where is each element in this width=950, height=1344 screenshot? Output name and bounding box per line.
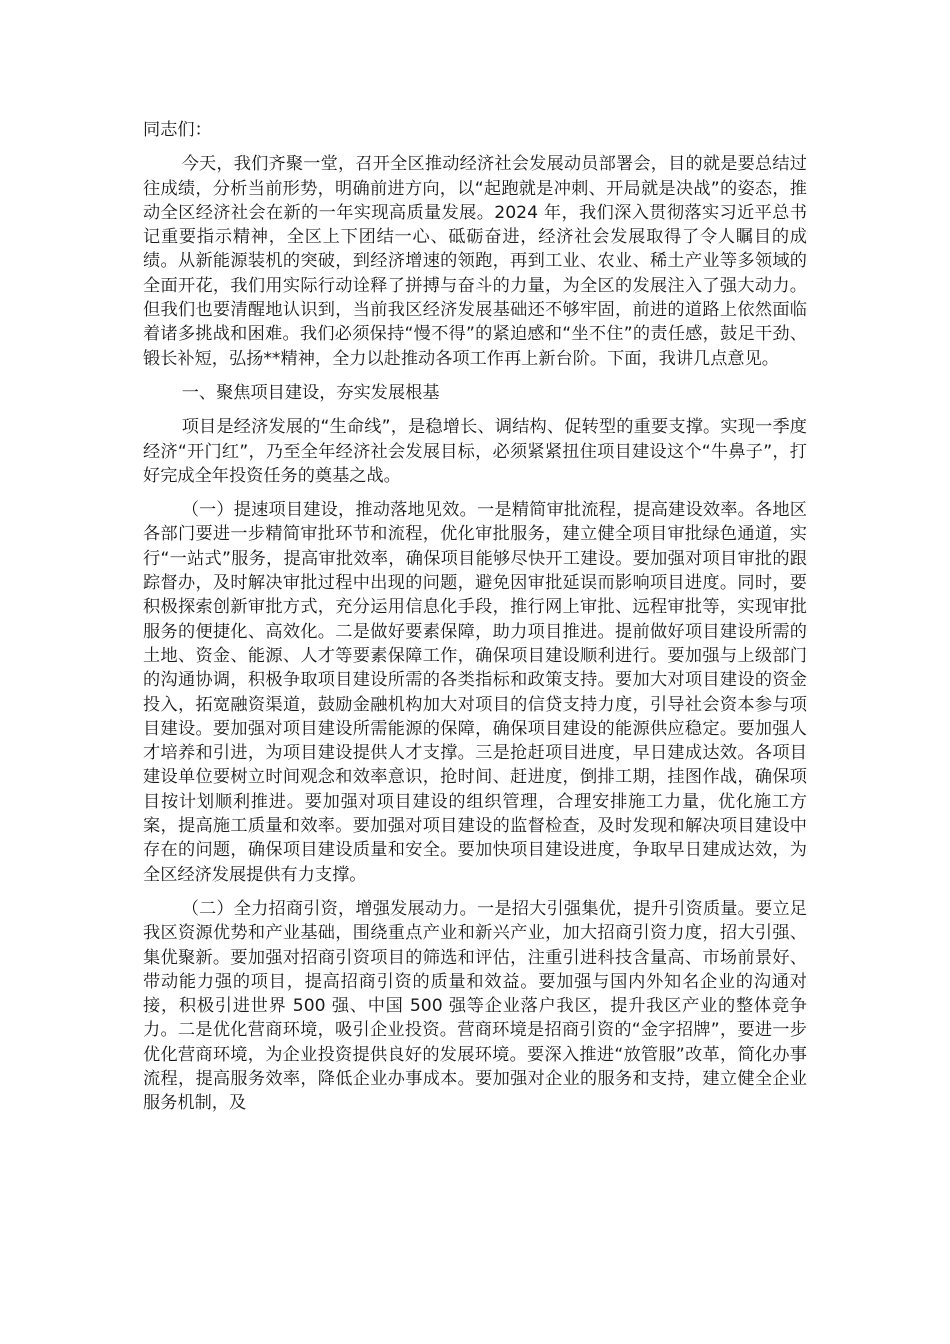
subsection-paragraph-2: （二）全力招商引资，增强发展动力。一是招大引强集优，提升引资质量。要立足我区资源优势和产业基础，围绕重点产业和新兴产业，加大招商引资力度，招大引强、集优聚新。要加强对招商引资项目的筛选和评估，注重引进科技含量高、市场前景好、带动能力强的项目，提高招商引资的质量和效益。要加强与国内外知名企业的沟通对接，积极引进世界 500 强、中国 500 强等企业落户我区，提升我区产业的整体竞争力。二是优化营商环境，吸引企业投资。营商环境是招商引资的“金字招牌”，要进一步优化营商环境，为企业投资提供良好的发展环境。要深入推进“放管服”改革，简化办事流程，提高服务效率，降低企业办事成本。要加强对企业的服务和支持，建立健全企业服务机制，及 (143, 898, 807, 1114)
salutation: 同志们： (143, 120, 212, 140)
section-intro-paragraph: 项目是经济发展的“生命线”，是稳增长、调结构、促转型的重要支撑。实现一季度经济“开门红”，乃至全年经济社会发展目标，必须紧紧扭住项目建设这个“牛鼻子”，打好完成全年投资任务的奠基之战。 (143, 417, 807, 486)
document-page (143, 118, 807, 1126)
intro-paragraph: 今天，我们齐聚一堂，召开全区推动经济社会发展动员部署会，目的就是要总结过往成绩，分析当前形势，明确前进方向，以“起跑就是冲刺、开局就是决战”的姿态，推动全区经济社会在新的一年实现高质量发展。2024 年，我们深入贯彻落实习近平总书记重要指示精神，全区上下团结一心、砥砺奋进，经济社会发展取得了令人瞩目的成绩。从新能源装机的突破，到经济增速的领跑，再到工业、农业、稀土产业等多领域的全面开花，我们用实际行动诠释了拼搏与奋斗的力量，为全区的发展注入了强大动力。但我们也要清醒地认识到，当前我区经济发展基础还不够牢固，前进的道路上依然面临着诸多挑战和困难。我们必须保持“慢不得”的紧迫感和“坐不住”的责任感，鼓足干劲、锻长补短，弘扬**精神，全力以赴推动各项工作再上新台阶。下面，我讲几点意见。 (143, 154, 807, 369)
subsection-paragraph-1: （一）提速项目建设，推动落地见效。一是精简审批流程，提高建设效率。各地区各部门要进一步精简审批环节和流程，优化审批服务，建立健全项目审批绿色通道，实行“一站式”服务，提高审批效率，确保项目能够尽快开工建设。要加强对项目审批的跟踪督办，及时解决审批过程中出现的问题，避免因审批延误而影响项目进度。同时，要积极探索创新审批方式，充分运用信息化手段，推行网上审批、远程审批等，实现审批服务的便捷化、高效化。二是做好要素保障，助力项目推进。提前做好项目建设所需的土地、资金、能源、人才等要素保障工作，确保项目建设顺利进行。要加强与上级部门的沟通协调，积极争取项目建设所需的各类指标和政策支持。要加大对项目建设的资金投入，拓宽融资渠道，鼓励金融机构加大对项目的信贷支持力度，引导社会资本参与项目建设。要加强对项目建设所需能源的保障，确保项目建设的能源供应稳定。要加强人才培养和引进，为项目建设提供人才支撑。三是抢赶项目进度，早日建成达效。各项目建设单位要树立时间观念和效率意识，抢时间、赶进度，倒排工期，挂图作战，确保项目按计划顺利推进。要加强对项目建设的组织管理，合理安排施工力量，优化施工方案，提高施工质量和效率。要加强对项目建设的监督检查，及时发现和解决项目建设中存在的问题，确保项目建设质量和安全。要加快项目建设进度，争取早日建成达效，为全区经济发展提供有力支撑。 (143, 500, 807, 885)
section-heading: 一、聚焦项目建设，夯实发展根基 (181, 382, 440, 403)
